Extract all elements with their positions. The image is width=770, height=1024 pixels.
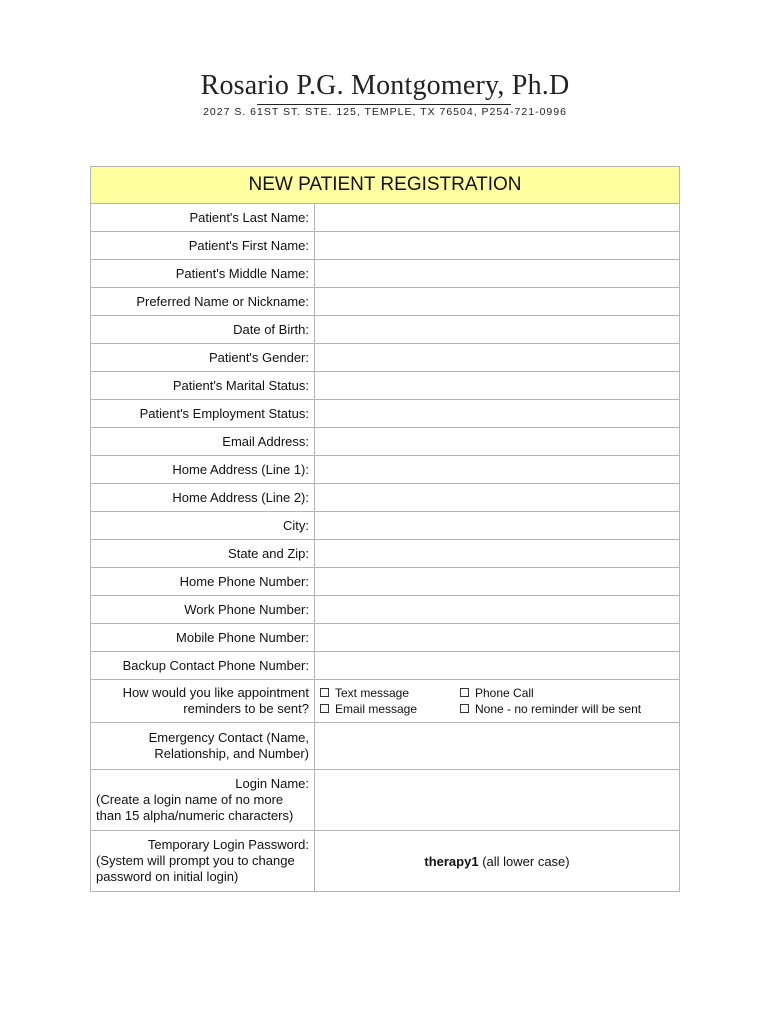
- reminder-option-none[interactable]: None - no reminder will be sent: [460, 702, 674, 716]
- form-row: [91, 400, 680, 428]
- address-line2-input[interactable]: [315, 484, 680, 512]
- login-name-input[interactable]: [315, 770, 680, 831]
- backup-phone-input[interactable]: [315, 652, 680, 680]
- city-input[interactable]: [315, 512, 680, 540]
- form-row: [91, 512, 680, 540]
- practitioner-name: Rosario P.G. Montgomery, Ph.D: [201, 70, 570, 102]
- field-label-marital-status: Patient's Marital Status:: [91, 372, 315, 400]
- mobile-phone-input[interactable]: [315, 624, 680, 652]
- nickname-input[interactable]: [315, 288, 680, 316]
- form-row: [91, 624, 680, 652]
- form-row: [91, 456, 680, 484]
- home-phone-input[interactable]: [315, 568, 680, 596]
- form-row: [91, 260, 680, 288]
- address-line1-input[interactable]: [315, 456, 680, 484]
- form-row-password: [91, 831, 680, 892]
- field-label-mobile-phone: Mobile Phone Number:: [91, 624, 315, 652]
- field-label-middle-name: Patient's Middle Name:: [91, 260, 315, 288]
- letterhead: [0, 70, 770, 118]
- field-label-last-name: Patient's Last Name:: [91, 204, 315, 232]
- form-row: [91, 316, 680, 344]
- last-name-input[interactable]: [315, 204, 680, 232]
- field-label-backup-phone: Backup Contact Phone Number:: [91, 652, 315, 680]
- marital-status-input[interactable]: [315, 372, 680, 400]
- field-label-employment-status: Patient's Employment Status:: [91, 400, 315, 428]
- field-label-state-zip: State and Zip:: [91, 540, 315, 568]
- reminder-option-text[interactable]: Text message: [320, 686, 460, 700]
- field-label-gender: Patient's Gender:: [91, 344, 315, 372]
- form-row: [91, 204, 680, 232]
- form-row: [91, 428, 680, 456]
- field-label-email: Email Address:: [91, 428, 315, 456]
- form-row: [91, 232, 680, 260]
- reminder-option-phone[interactable]: Phone Call: [460, 686, 674, 700]
- emergency-contact-input[interactable]: [315, 723, 680, 770]
- checkbox-icon: [460, 688, 469, 697]
- field-label-reminders: How would you like appointment reminders to be sent?: [91, 680, 315, 723]
- reminder-options: [315, 680, 680, 723]
- email-input[interactable]: [315, 428, 680, 456]
- field-label-home-phone: Home Phone Number:: [91, 568, 315, 596]
- dob-input[interactable]: [315, 316, 680, 344]
- form-title: NEW PATIENT REGISTRATION: [91, 167, 680, 204]
- field-label-address-line1: Home Address (Line 1):: [91, 456, 315, 484]
- temp-password-value: [315, 831, 680, 892]
- reminder-option-email[interactable]: Email message: [320, 702, 460, 716]
- form-row: [91, 372, 680, 400]
- form-row-emergency: [91, 723, 680, 770]
- field-label-login-name: Login Name: (Create a login name of no more than 15 alpha/numeric characters): [91, 770, 315, 831]
- employment-status-input[interactable]: [315, 400, 680, 428]
- form-row: [91, 288, 680, 316]
- form-row-login: [91, 770, 680, 831]
- checkbox-icon: [320, 688, 329, 697]
- checkbox-icon: [460, 704, 469, 713]
- field-label-nickname: Preferred Name or Nickname:: [91, 288, 315, 316]
- field-label-address-line2: Home Address (Line 2):: [91, 484, 315, 512]
- registration-form: [90, 166, 680, 892]
- form-row: [91, 344, 680, 372]
- practice-address: 2027 S. 61ST ST. STE. 125, TEMPLE, TX 76504, P254-721-0996: [203, 106, 567, 118]
- form-row: [91, 484, 680, 512]
- work-phone-input[interactable]: [315, 596, 680, 624]
- field-label-emergency-contact: Emergency Contact (Name, Relationship, and Number): [91, 723, 315, 770]
- gender-input[interactable]: [315, 344, 680, 372]
- field-label-temp-password: Temporary Login Password: (System will prompt you to change password on initial login): [91, 831, 315, 892]
- temp-password-note: (all lower case): [482, 853, 570, 869]
- field-label-first-name: Patient's First Name:: [91, 232, 315, 260]
- name-underline: [257, 104, 512, 105]
- checkbox-icon: [320, 704, 329, 713]
- first-name-input[interactable]: [315, 232, 680, 260]
- form-row: [91, 540, 680, 568]
- form-row: [91, 568, 680, 596]
- field-label-city: City:: [91, 512, 315, 540]
- field-label-work-phone: Work Phone Number:: [91, 596, 315, 624]
- form-row: [91, 596, 680, 624]
- state-zip-input[interactable]: [315, 540, 680, 568]
- field-label-dob: Date of Birth:: [91, 316, 315, 344]
- temp-password: therapy1: [424, 853, 479, 869]
- middle-name-input[interactable]: [315, 260, 680, 288]
- form-row: [91, 652, 680, 680]
- form-row-reminders: [91, 680, 680, 723]
